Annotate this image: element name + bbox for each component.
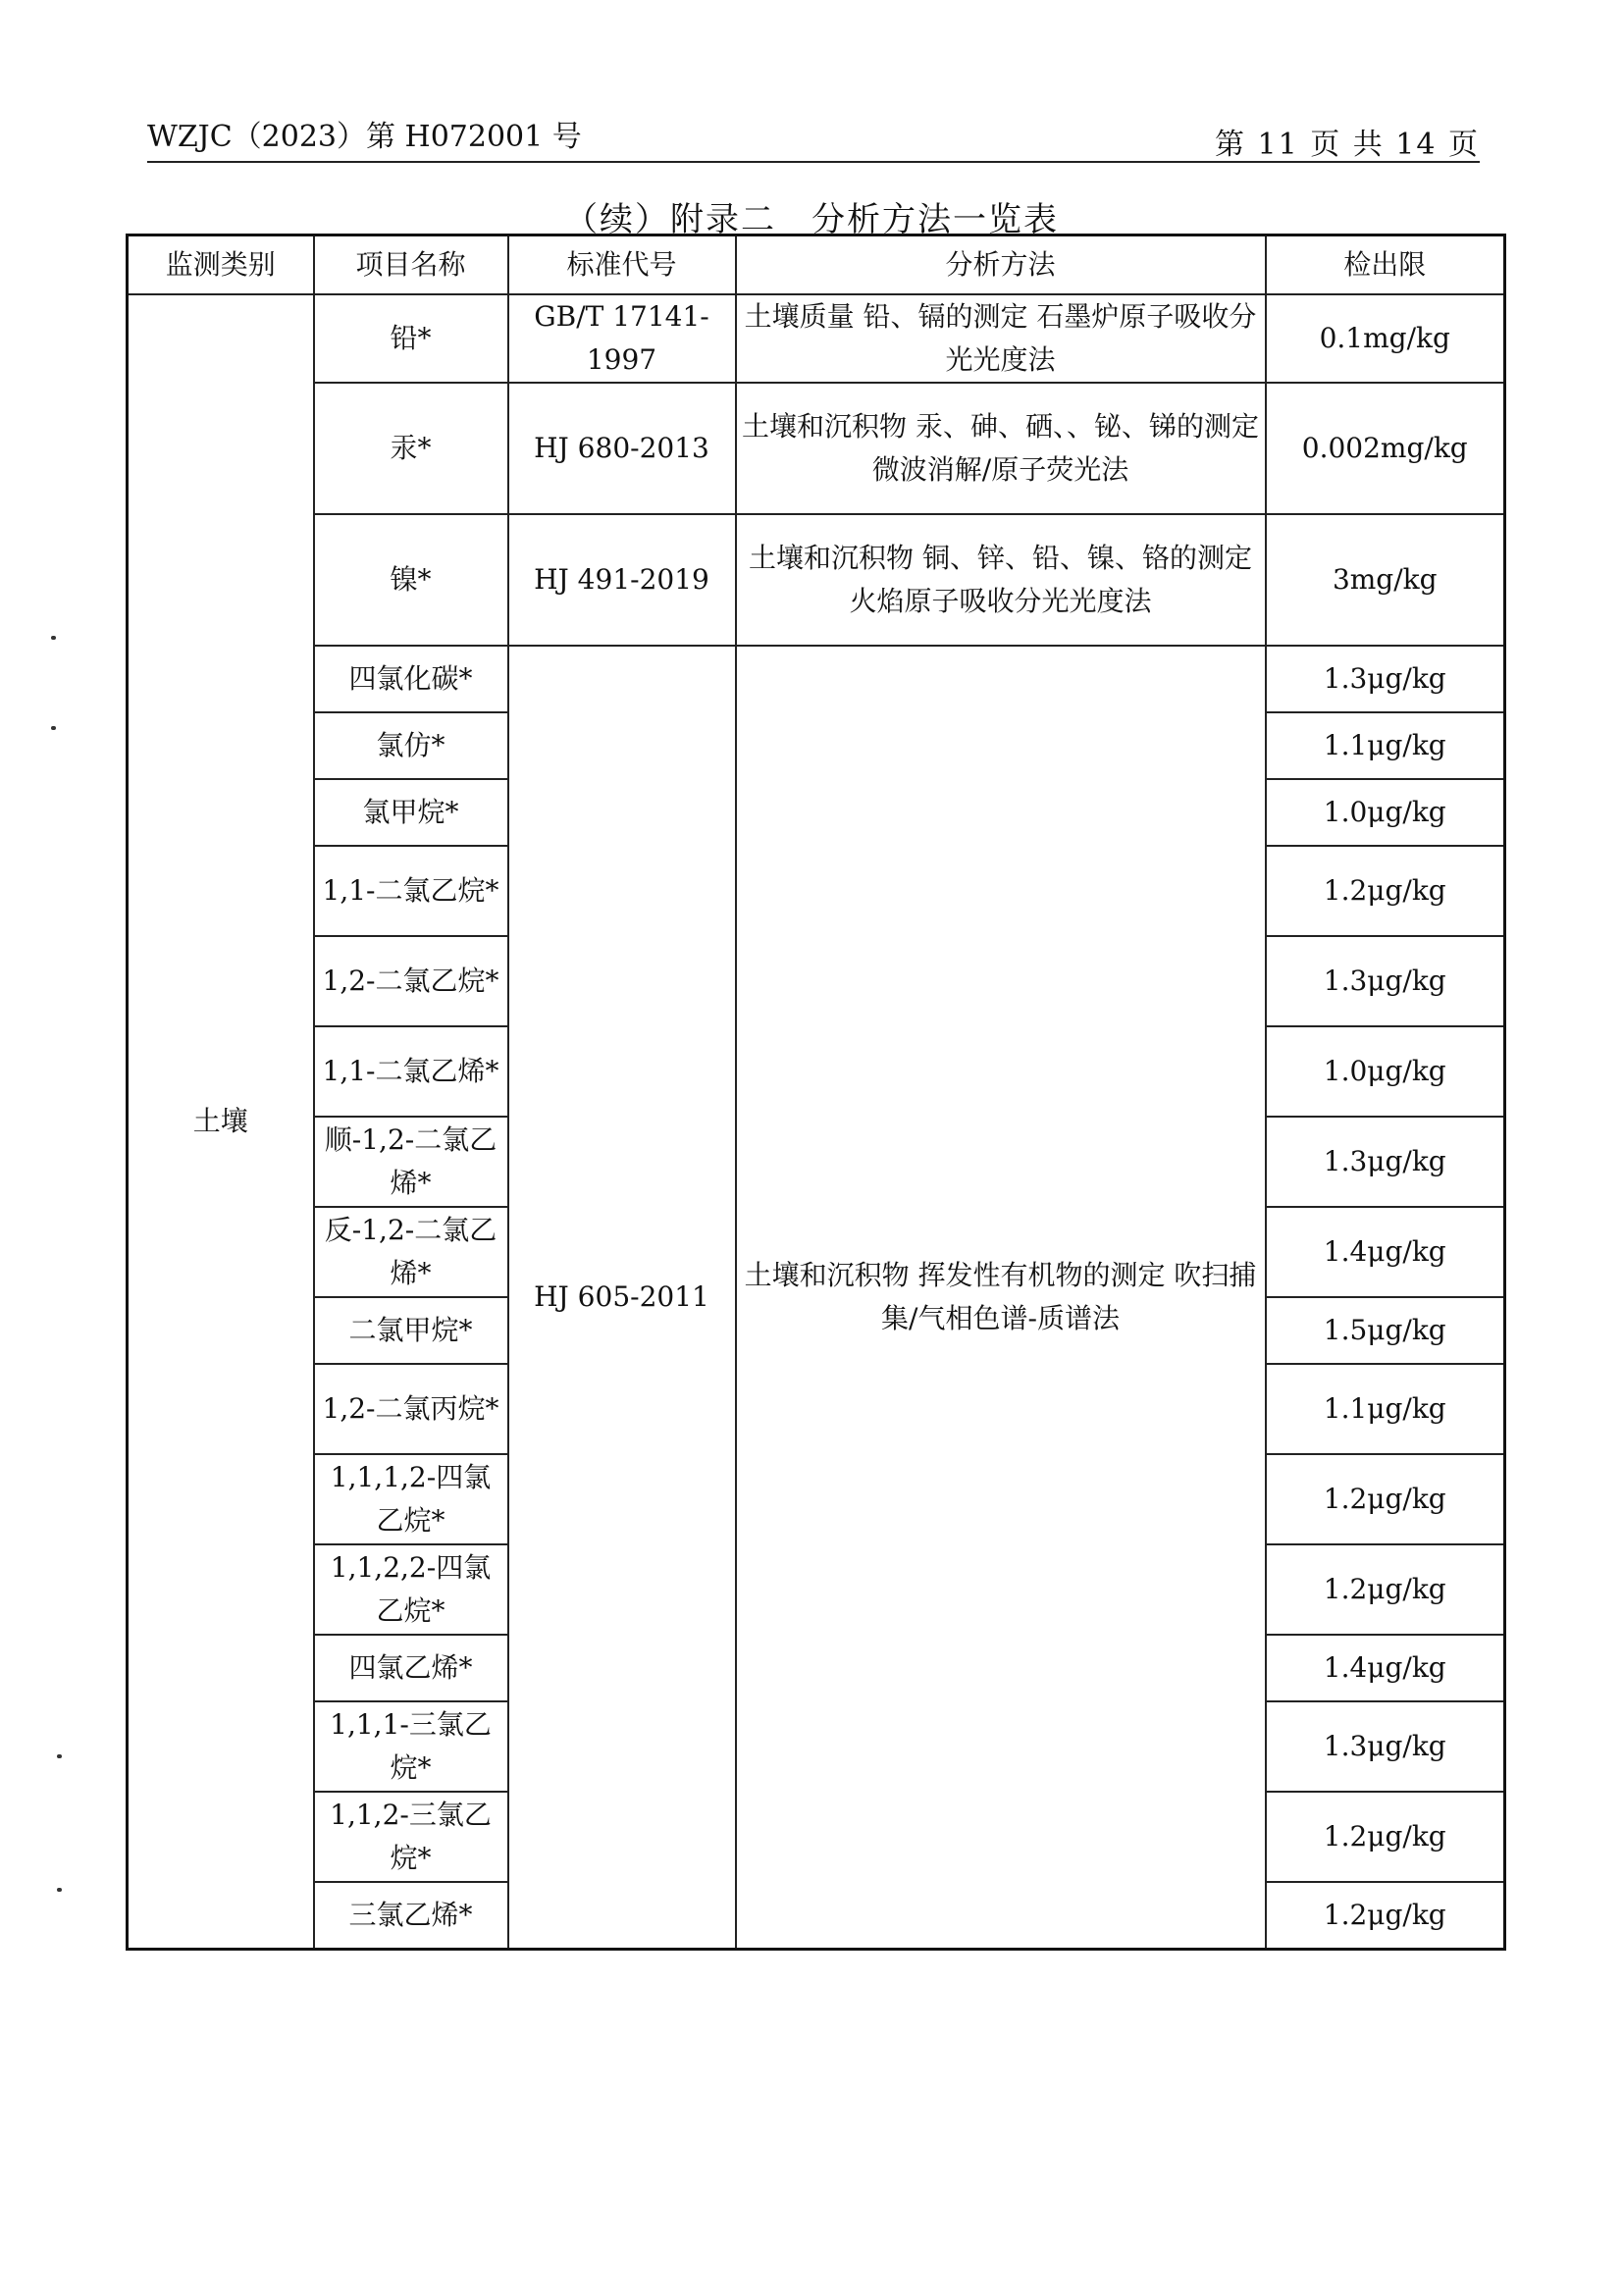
analysis-method-cell: 土壤质量 铅、镉的测定 石墨炉原子吸收分光光度法 bbox=[736, 294, 1266, 383]
item-name-cell: 1,1-二氯乙烯* bbox=[314, 1026, 508, 1117]
item-name-cell: 氯仿* bbox=[314, 712, 508, 779]
item-name-cell: 镍* bbox=[314, 514, 508, 646]
item-name-cell: 氯甲烷* bbox=[314, 779, 508, 846]
detection-limit-cell: 1.3μg/kg bbox=[1266, 1117, 1505, 1207]
item-name-cell: 铅* bbox=[314, 294, 508, 383]
detection-limit-cell: 0.1mg/kg bbox=[1266, 294, 1505, 383]
item-name-cell: 汞* bbox=[314, 383, 508, 514]
analysis-method-cell: 土壤和沉积物 挥发性有机物的测定 吹扫捕集/气相色谱-质谱法 bbox=[736, 646, 1266, 1949]
detection-limit-cell: 1.2μg/kg bbox=[1266, 1454, 1505, 1544]
detection-limit-cell: 1.4μg/kg bbox=[1266, 1635, 1505, 1701]
detection-limit-cell: 1.0μg/kg bbox=[1266, 779, 1505, 846]
scan-speck bbox=[51, 726, 56, 730]
item-name-cell: 1,1-二氯乙烷* bbox=[314, 846, 508, 936]
item-name-cell: 1,2-二氯乙烷* bbox=[314, 936, 508, 1026]
table-row bbox=[128, 383, 1505, 514]
detection-limit-cell: 1.3μg/kg bbox=[1266, 1701, 1505, 1792]
item-name-cell: 顺-1,2-二氯乙烯* bbox=[314, 1117, 508, 1207]
item-name-cell: 四氯化碳* bbox=[314, 646, 508, 712]
detection-limit-cell: 0.002mg/kg bbox=[1266, 383, 1505, 514]
column-header: 检出限 bbox=[1266, 235, 1505, 295]
table-title: （续）附录二 分析方法一览表 bbox=[564, 200, 1059, 239]
column-header: 项目名称 bbox=[314, 235, 508, 295]
report-number: WZJC（2023）第 H072001 号 bbox=[147, 120, 582, 154]
item-name-cell: 三氯乙烯* bbox=[314, 1882, 508, 1949]
analysis-method-cell: 土壤和沉积物 汞、砷、硒、、铋、锑的测定 微波消解/原子荧光法 bbox=[736, 383, 1266, 514]
scan-speck bbox=[57, 1888, 62, 1892]
item-name-cell: 1,1,1,2-四氯乙烷* bbox=[314, 1454, 508, 1544]
column-header: 监测类别 bbox=[128, 235, 314, 295]
table-row bbox=[128, 514, 1505, 646]
detection-limit-cell: 1.2μg/kg bbox=[1266, 846, 1505, 936]
item-name-cell: 四氯乙烯* bbox=[314, 1635, 508, 1701]
table-header-row bbox=[128, 235, 1505, 295]
monitoring-category-cell: 土壤 bbox=[128, 294, 314, 1949]
detection-limit-cell: 1.1μg/kg bbox=[1266, 1364, 1505, 1454]
table-row bbox=[128, 646, 1505, 712]
detection-limit-cell: 1.5μg/kg bbox=[1266, 1297, 1505, 1364]
standard-code-cell: GB/T 17141-1997 bbox=[508, 294, 736, 383]
item-name-cell: 1,1,2-三氯乙烷* bbox=[314, 1792, 508, 1882]
analysis-method-cell: 土壤和沉积物 铜、锌、铅、镍、铬的测定火焰原子吸收分光光度法 bbox=[736, 514, 1266, 646]
table-row bbox=[128, 294, 1505, 383]
item-name-cell: 1,1,2,2-四氯乙烷* bbox=[314, 1544, 508, 1635]
item-name-cell: 1,1,1-三氯乙烷* bbox=[314, 1701, 508, 1792]
detection-limit-cell: 1.2μg/kg bbox=[1266, 1882, 1505, 1949]
detection-limit-cell: 1.2μg/kg bbox=[1266, 1544, 1505, 1635]
item-name-cell: 二氯甲烷* bbox=[314, 1297, 508, 1364]
detection-limit-cell: 1.3μg/kg bbox=[1266, 646, 1505, 712]
item-name-cell: 反-1,2-二氯乙烯* bbox=[314, 1207, 508, 1297]
scan-speck bbox=[51, 636, 56, 640]
detection-limit-cell: 1.2μg/kg bbox=[1266, 1792, 1505, 1882]
standard-code-cell: HJ 491-2019 bbox=[508, 514, 736, 646]
detection-limit-cell: 3mg/kg bbox=[1266, 514, 1505, 646]
analysis-methods-table bbox=[126, 234, 1506, 1951]
column-header: 分析方法 bbox=[736, 235, 1266, 295]
standard-code-cell: HJ 680-2013 bbox=[508, 383, 736, 514]
page-indicator: 第 11 页 共 14 页 bbox=[1214, 128, 1480, 162]
detection-limit-cell: 1.4μg/kg bbox=[1266, 1207, 1505, 1297]
column-header: 标准代号 bbox=[508, 235, 736, 295]
detection-limit-cell: 1.3μg/kg bbox=[1266, 936, 1505, 1026]
detection-limit-cell: 1.1μg/kg bbox=[1266, 712, 1505, 779]
item-name-cell: 1,2-二氯丙烷* bbox=[314, 1364, 508, 1454]
header-divider bbox=[147, 161, 1480, 163]
scan-speck bbox=[57, 1754, 62, 1758]
standard-code-cell: HJ 605-2011 bbox=[508, 646, 736, 1949]
detection-limit-cell: 1.0μg/kg bbox=[1266, 1026, 1505, 1117]
